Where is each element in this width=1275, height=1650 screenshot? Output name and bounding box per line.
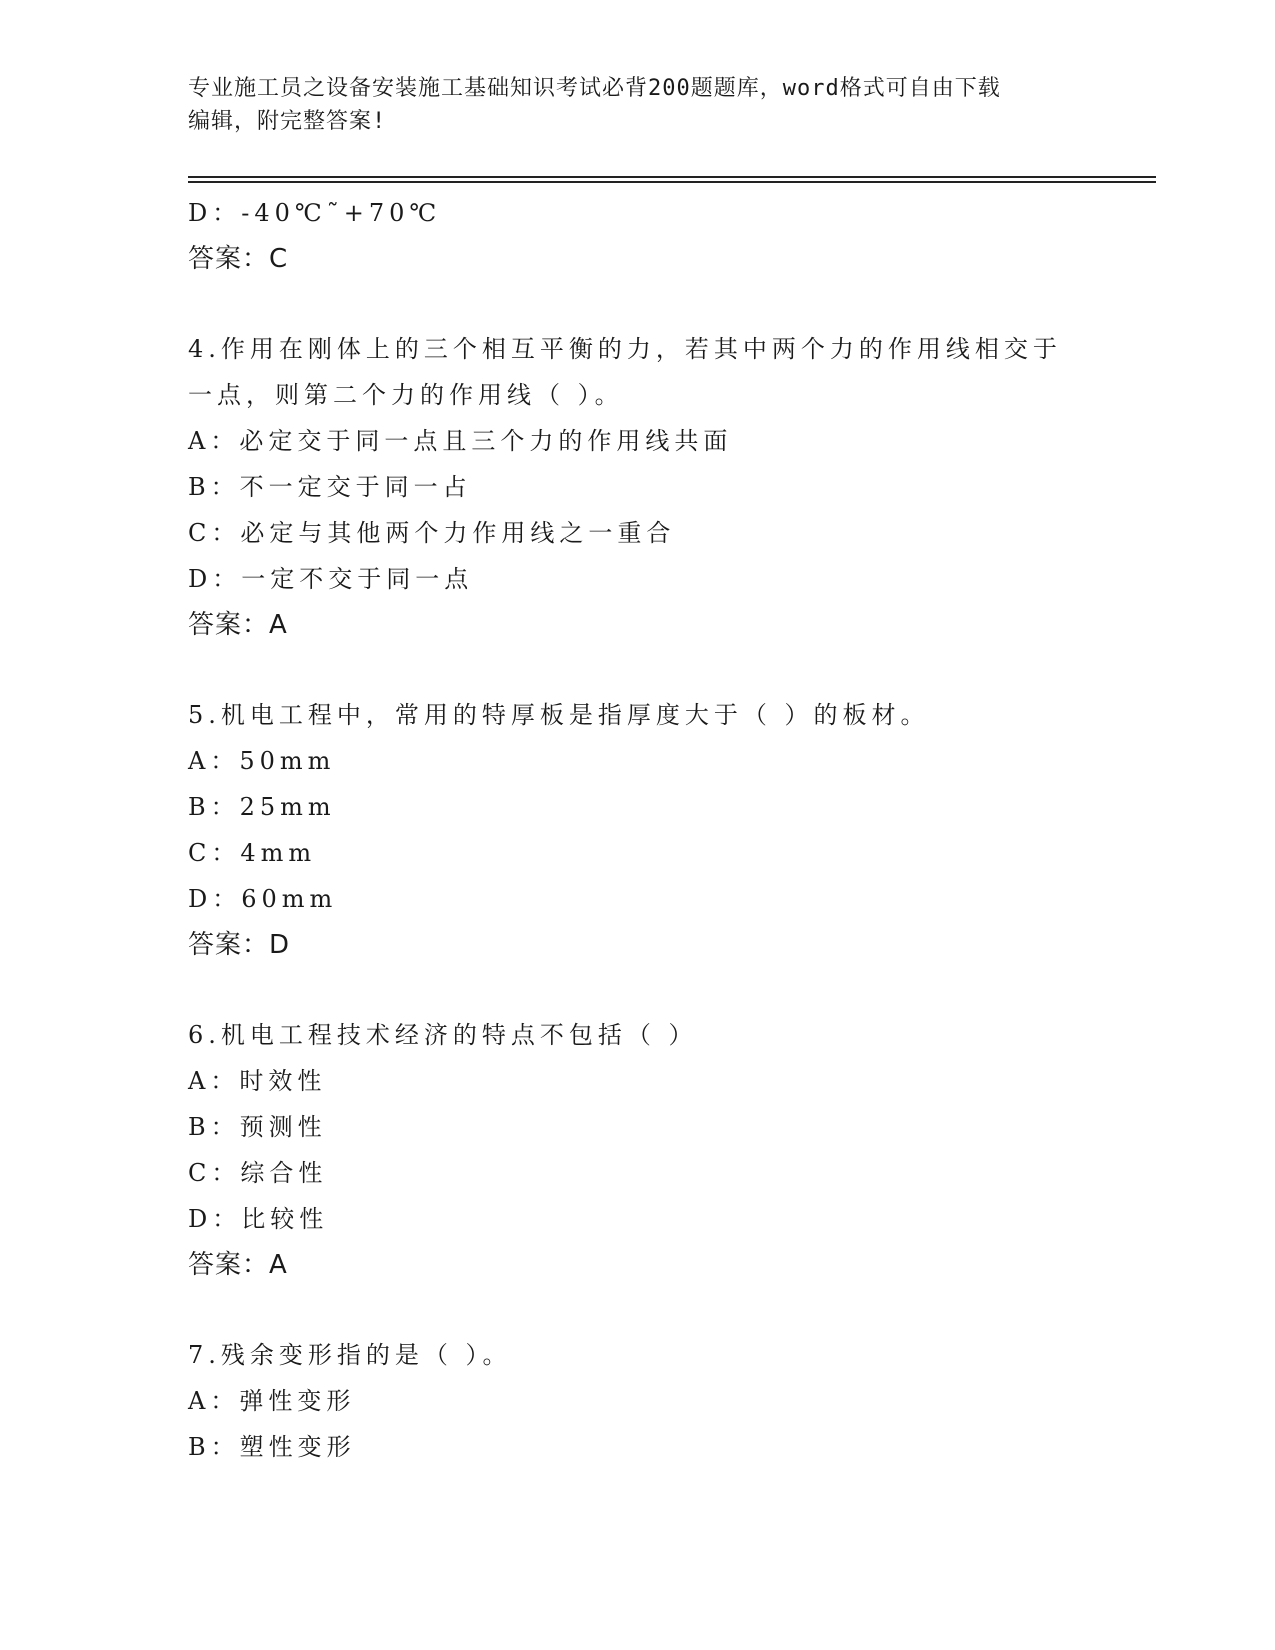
document-header [188, 72, 1088, 138]
question-stem: 一点，则第二个力的作用线（ ）。 [188, 381, 624, 409]
answer: 答案：A [188, 610, 288, 640]
header-title-line2: 编辑，附完整答案! [188, 109, 387, 134]
option-d: D：-40℃˜+70℃ [188, 199, 442, 227]
option-b: B：不一定交于同一占 [188, 473, 472, 501]
option-b: B：预测性 [188, 1113, 327, 1141]
answer: 答案：A [188, 1250, 288, 1280]
option-d: D：一定不交于同一点 [188, 565, 474, 593]
header-divider-bottom [188, 181, 1156, 183]
question-5 [188, 692, 1088, 968]
option-b: B：25mm [188, 793, 336, 821]
question-stem: 7.残余变形指的是（ ）。 [188, 1341, 512, 1369]
answer: 答案：C [188, 244, 289, 274]
header-divider-top [188, 176, 1156, 178]
question-7 [188, 1332, 1088, 1470]
option-c: C：必定与其他两个力作用线之一重合 [188, 519, 676, 547]
option-d: D：60mm [188, 885, 338, 913]
option-c: C：4mm [188, 839, 317, 867]
question-stem: 6.机电工程技术经济的特点不包括（ ） [188, 1021, 698, 1049]
option-a: A：时效性 [188, 1067, 327, 1095]
question-6 [188, 1012, 1088, 1288]
header-title-line1: 专业施工员之设备安装施工基础知识考试必背200题题库，word格式可自由下载 [188, 76, 1001, 101]
option-a: A：弹性变形 [188, 1387, 356, 1415]
question-stem: 5.机电工程中，常用的特厚板是指厚度大于（ ）的板材。 [188, 701, 930, 729]
question-stem: 4.作用在刚体上的三个相互平衡的力，若其中两个力的作用线相交于 [188, 335, 1062, 363]
option-d: D：比较性 [188, 1205, 329, 1233]
document-body [188, 190, 1088, 1470]
answer: 答案：D [188, 930, 291, 960]
option-c: C：综合性 [188, 1159, 328, 1187]
question-4 [188, 326, 1088, 648]
option-b: B：塑性变形 [188, 1433, 356, 1461]
question-3-tail [188, 190, 1088, 282]
option-a: A：必定交于同一点且三个力的作用线共面 [188, 427, 733, 455]
option-a: A：50mm [188, 747, 336, 775]
